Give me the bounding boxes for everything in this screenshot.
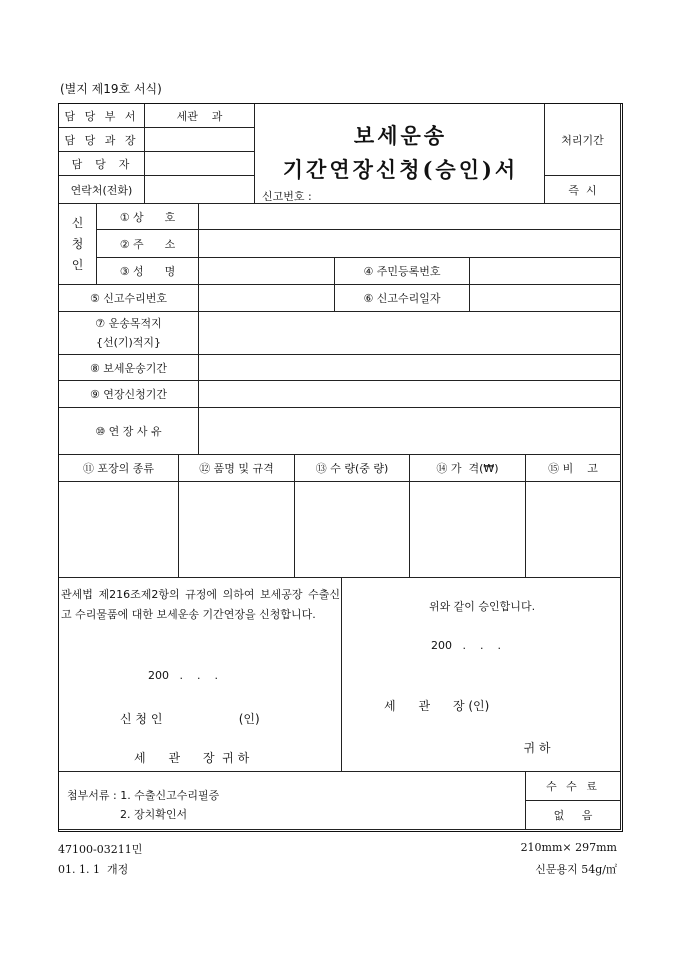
contact-label: 연락처(전화) [58,175,145,204]
items-header-remarks: ⑮ 비 고 [525,454,621,482]
items-cell-price[interactable] [409,481,526,578]
fee-value: 없 음 [525,800,621,830]
company-label: ① 상 호 [96,203,199,230]
form-label: (별지 제19호 서식) [60,82,162,96]
name-label: ③ 성 명 [96,257,199,285]
contact-value[interactable] [144,175,255,204]
acceptance-date-field[interactable] [469,284,621,312]
approval-date: 200 . . . [431,639,501,652]
destination-label-line2: {선(기)적지} [95,336,162,349]
attachments-label: 첨부서류 : 1. 수출신고수리필증 [67,789,220,802]
revision-date: 01. 1. 1 개정 [58,863,129,876]
items-cell-remarks[interactable] [525,481,621,578]
report-no-label: 신고번호 : [262,190,312,203]
extension-reason-label: ⑩ 연 장 사 유 [58,407,199,455]
attachments-item2: 2. 장치확인서 [120,808,188,821]
declaration-addressee: 세 관 장 귀 하 [134,751,250,765]
extension-period-field[interactable] [198,380,621,408]
resident-no-field[interactable] [469,257,621,285]
resident-no-label: ④ 주민등록번호 [334,257,470,285]
form-code: 47100-03211민 [58,843,143,856]
items-header-name: ⑫ 품명 및 규격 [178,454,295,482]
approval-text: 위와 같이 승인합니다. [428,600,536,613]
manager-label: 담 당 과 장 [58,127,145,152]
items-cell-quantity[interactable] [294,481,410,578]
destination-field[interactable] [198,311,621,355]
extension-period-label: ⑨ 연장신청기간 [58,380,199,408]
paper-type: 신문용지 54g/㎡ [535,863,617,876]
transport-period-label: ⑧ 보세운송기간 [58,354,199,381]
paper-size: 210mm× 297mm [520,841,617,854]
acceptance-no-label: ⑤ 신고수리번호 [58,284,199,312]
acceptance-date-label: ⑥ 신고수리일자 [334,284,470,312]
staff-value[interactable] [144,151,255,176]
dept-value[interactable]: 세관 과 [144,103,255,128]
manager-value[interactable] [144,127,255,152]
transport-period-field[interactable] [198,354,621,381]
processing-period-label: 처리기간 [544,103,621,176]
items-header-price: ⑭ 가 격(₩) [409,454,526,482]
declaration-applicant: 신 청 인 (인) [120,712,260,726]
approval-signer: 세 관 장 (인) [384,699,490,713]
items-header-package: ⑪ 포장의 종류 [58,454,179,482]
address-field[interactable] [198,229,621,258]
approval-addressee: 귀 하 [523,741,551,755]
extension-reason-field[interactable] [198,407,621,455]
company-field[interactable] [198,203,621,230]
name-field[interactable] [198,257,335,285]
declaration-text: 관세법 제216조제2항의 규정에 의하여 보세공장 수출신고 수리물품에 대한 보세운송 기간연장을 신청합니다. [61,588,340,621]
applicant-group-label: 신 청 인 [58,203,97,285]
items-header-quantity: ⑬ 수 량(중 량) [294,454,410,482]
items-cell-name[interactable] [178,481,295,578]
dept-label: 담 당 부 서 [58,103,145,128]
items-cell-package[interactable] [58,481,179,578]
declaration-date: 200 . . . [148,669,218,682]
acceptance-no-field[interactable] [198,284,335,312]
destination-label-line1: ⑦ 운송목적지 [95,317,162,330]
staff-label: 담 당 자 [58,151,145,176]
title-line1: 보세운송 [353,123,448,148]
title-line2: 기간연장신청(승인)서 [282,157,519,182]
destination-label [58,311,199,355]
address-label: ② 주 소 [96,229,199,258]
processing-period-value: 즉 시 [544,175,621,204]
fee-label: 수 수 료 [525,771,621,801]
